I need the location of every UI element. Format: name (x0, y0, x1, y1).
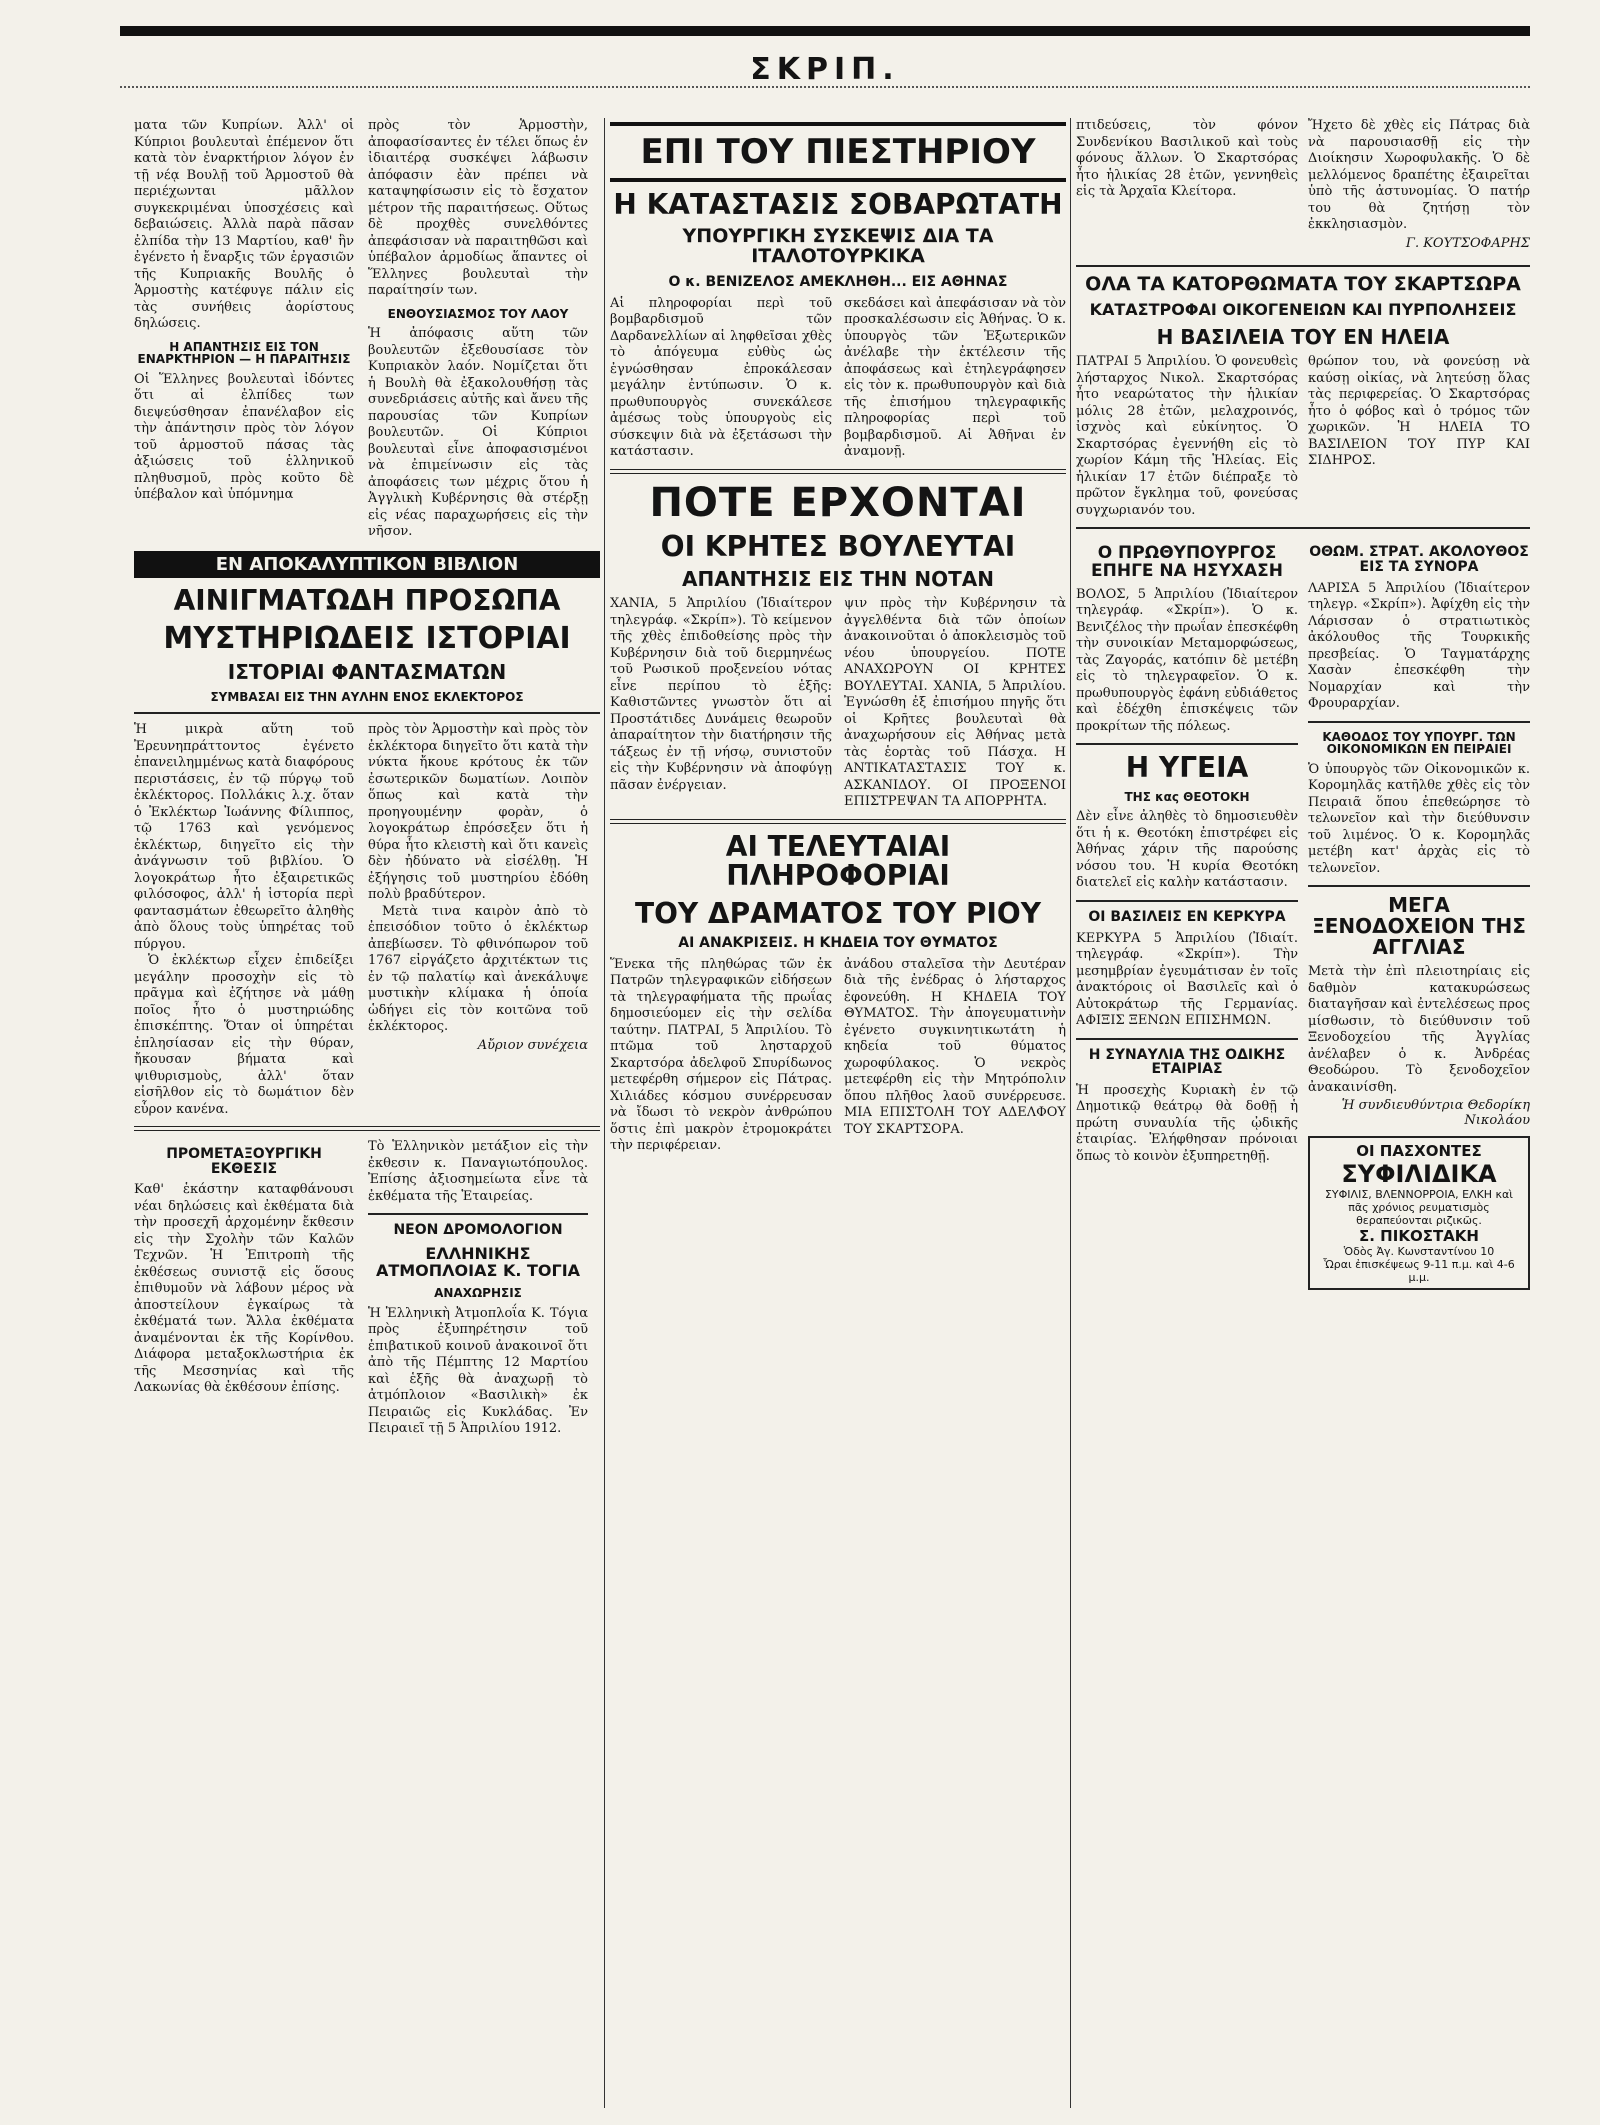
column-center (610, 118, 1066, 2108)
article-text: πρὸς τὸν Ἁρμοστὴν, ἀποφασίσαντες ἐν τέλει ὅπως ἐν ἰδιαιτέρᾳ συσκέψει λάβωσιν ἀπόφασιν ἐὰν πρέπει νὰ καταψηφίσωσιν εἰς τὸ ἔσχατον μέτρον τῆς παραιτήσεως. Οὕτως δὲ προχθὲς συνελθόντες ἀπεφάσισαν νὰ παραιτηθῶσι καὶ ὑπέβαλον ἁρμοδίως ἅπαντες οἱ Ἕλληνες βουλευταὶ τὴν παραίτησίν των. (368, 118, 588, 298)
divider (368, 1213, 588, 1215)
section-banner: ΕΠΙ ΤΟΥ ΠΙΕΣΤΗΡΙΟΥ (610, 122, 1066, 182)
divider (1076, 527, 1530, 529)
article-text: Ἕνεκα τῆς πληθώρας τῶν ἐκ Πατρῶν τηλεγραφικῶν εἰδήσεων τὰ τηλεγραφήματα τῆς πρωΐας δημοσιεύομεν εἰς τὴν σελίδα ταύτην. ΠΑΤΡΑΙ, 5 Ἀπριλίου. Τὸ πτῶμα τοῦ λησταρχοῦ Σκαρτσόρα ἀδελφοῦ Σπυρίδωνος μετεφέρθη σήμερον εἰς Πάτρας. Χιλιάδες κόσμου συνέρρευσαν νὰ ἴδωσι τὸ νεκρὸν ἀνθρώπου ὅστις ἐπὶ μακρὸν ἐτρομοκράτει τὴν περιφέρειαν. (610, 956, 832, 1154)
section-heading: ΜΕΓΑ ΞΕΝΟΔΟΧΕΙΟΝ ΤΗΣ ΑΓΓΛΙΑΣ (1312, 893, 1526, 960)
divider (610, 469, 1066, 474)
section-heading: ΠΡΟΜΕΤΑΞΟΥΡΓΙΚΗ ΕΚΘΕΣΙΣ (166, 1146, 322, 1177)
section-heading: Η ΑΠΑΝΤΗΣΙΣ ΕΙΣ ΤΟΝ ΕΝΑΡΚΤΗΡΙΟΝ — Η ΠΑΡΑΙΤΗΣΙΣ (137, 339, 351, 367)
article-text: θρώπον του, νὰ φονεύσῃ νὰ καύσῃ οἰκίας, νὰ λητεύσῃ ὅλας τὰς περιφερείας. Ὁ Σκαρτσόρας ἦτο ὁ φόβος καὶ ὁ τρόμος τῶν χωρικῶν. Ἡ ΗΛΕΙΑ ΤΟ ΒΑΣΙΛΕΙΟΝ ΤΟΥ ΠΥΡ ΚΑΙ ΣΙΔΗΡΟΣ. (1308, 354, 1530, 469)
headline: ΟΙ ΚΡΗΤΕΣ ΒΟΥΛΕΥΤΑΙ (660, 529, 1016, 563)
article-text: Ἡ Ἑλληνικὴ Ἀτμοπλοΐα Κ. Τόγια πρὸς ἐξυπηρέτησιν τοῦ ἐπιβατικοῦ κοινοῦ ἀνακοινοῖ ὅτι ἀπὸ τῆς Πέμπτης 12 Μαρτίου καὶ ἑξῆς θὰ ἀναχωρῇ τὸ ἀτμόπλοιον «Βασιλικὴ» ἐκ Πειραιῶς εἰς Κυκλάδας. Ἐν Πειραιεῖ τῇ 5 Ἀπριλίου 1912. (368, 1305, 588, 1437)
kicker-banner: ΕΝ ΑΠΟΚΑΛΥΠΤΙΚΟΝ ΒΙΒΛΙΟΝ (134, 551, 600, 578)
subheadline: ΤΗΣ κας ΘΕΟΤΟΚΗ (1124, 789, 1250, 804)
subheadline: Ο κ. ΒΕΝΙΖΕΛΟΣ ΑΜΕΚΛΗΘΗ... ΕΙΣ ΑΘΗΝΑΣ (668, 274, 1008, 291)
divider (1076, 265, 1530, 267)
article-text: Αἱ πληροφορίαι περὶ τοῦ βομβαρδισμοῦ τῶν Δαρδανελλίων αἱ ληφθεῖσαι χθὲς τὸ ἀπόγευμα εὐθὺς ὡς ἐγνώσθησαν ἐπροκάλεσαν μεγάλην ἐντύπωσιν. Ὁ κ. πρωθυπουργὸς συνεκάλεσε ἀμέσως τοὺς ὑπουργοὺς εἰς σύσκεψιν διὰ νὰ ἐξετάσωσι τὴν κατάστασιν. (610, 295, 832, 460)
ad-title: ΣΥΦΙΛΙΔΙΚΑ (1341, 1160, 1497, 1189)
article-text: Τὸ Ἑλληνικὸν μετάξιον εἰς τὴν ἐκθεσιν κ. Παναγιωτόπουλος. Ἐπίσης ἀξιοσημείωτα εἶνε τὰ ἐκθέματα τῆς Ἑταιρείας. (368, 1139, 588, 1204)
column-divider (604, 118, 605, 2108)
ad-heading: ΟΙ ΠΑΣΧΟΝΤΕΣ (1356, 1142, 1482, 1161)
headline: ΠΟΤΕ ΕΡΧΟΝΤΑΙ (649, 479, 1027, 526)
signature: Αὔριον συνέχεια (477, 1037, 588, 1053)
article-text: Ἡ ἀπόφασις αὕτη τῶν βουλευτῶν ἐξεθουσίασε τὸν Κυπριακὸν λαόν. Νομίζεται ὅτι ἡ Βουλὴ θὰ ἐξακολουθήσῃ τὰς συνεδριάσεις αὐτῆς καὶ ἄνευ τῆς παρουσίας τῶν Κυπρίων βουλευτῶν. Οἱ Κύπριοι βουλευταὶ εἶνε ἀποφασισμένοι νὰ ἐπιμείνωσιν εἰς τὰς ἀποφάσεις των μέχρις ὅτου ἡ Ἀγγλικὴ Κυβέρνησις θὰ στέρξῃ εἰς νέας παραχωρήσεις εἰς τὴν νῆσον. (368, 326, 588, 540)
signature: Ἡ συνδιευθύντρια Θεδορίκη Νικολάου (1341, 1098, 1530, 1129)
headline: Η ΚΑΤΑΣΤΑΣΙΣ ΣΟΒΑΡΩΤΑΤΗ (613, 188, 1063, 221)
article-text: ΠΑΤΡΑΙ 5 Ἀπριλίου. Ὁ φονευθεὶς λήσταρχος Νικολ. Σκαρτσόρας ἦτο νεαρώτατος τὴν ἡλικίαν μόλις 28 ἐτῶν, μελαχροινός, ἰσχνὸς καὶ εὐκίνητος. Ὁ Σκαρτσόρας ἐγεννήθη εἰς τὸ χωρίον Κάμη τῆς Ἡλείας. Εἰς ἡλικίαν 17 ἐτῶν διέπραξε τὸ πρῶτον ἔγκλημα τοῦ, φονεύσας συγχωριανόν του. (1076, 354, 1298, 518)
headline: ΚΑΤΑΣΤΡΟΦΑΙ ΟΙΚΟΓΕΝΕΙΩΝ ΚΑΙ ΠΥΡΠΟΛΗΣΕΙΣ (1089, 300, 1517, 320)
column-right (1076, 118, 1530, 2108)
column-left (134, 118, 600, 2108)
section-heading: ΕΝΘΟΥΣΙΑΣΜΟΣ ΤΟΥ ΛΑΟΥ (387, 306, 569, 321)
headline: ΥΠΟΥΡΓΙΚΗ ΣΥΣΚΕΨΙΣ ΔΙΑ ΤΑ ΙΤΑΛΟΤΟΥΡΚΙΚΑ (682, 225, 994, 268)
masthead (120, 38, 1530, 102)
section-heading: ΟΘΩΜ. ΣΤΡΑΤ. ΑΚΟΛΟΥΘΟΣ ΕΙΣ ΤΑ ΣΥΝΟΡΑ (1309, 544, 1529, 575)
article-text: ΛΑΡΙΣΑ 5 Ἀπριλίου (Ἰδιαίτερον τηλεγρ. «Σκρίπ»). Ἀφίχθη εἰς τὴν Λάρισσαν ὁ στρατιωτικὸς ἀκόλουθος τῆς Τουρκικῆς πρεσβείας. Ὁ Ταγματάρχης Χασὰν ἐπεσκέφθη τὴν Νομαρχίαν καὶ τὴν Φρουραρχίαν. (1308, 580, 1530, 712)
divider (1076, 743, 1298, 745)
article-text: Μετὰ τινα καιρὸν ἀπὸ τὸ ἐπεισόδιον τοῦτο ὁ ἐκλέκτωρ ἀπεβίωσεν. Τὸ φθινόπωρον τοῦ 1767 εἰργάζετο ἀρχιτέκτων τις ἐν τῷ παλατίῳ καὶ ἀνεκάλυψε μυστικὴν κλίμακα ἡ ὁποία ὡδήγει εἰς τὸν κοιτῶνα τοῦ ἐκλέκτορος. (368, 903, 588, 1035)
article-text: ΒΟΛΟΣ, 5 Ἀπριλίου (Ἰδιαίτερον τηλεγράφ. «Σκρίπ»). Ὁ κ. Βενιζέλος τὴν πρωΐαν ἐπεσκέφθη τὴν συνοικίαν Μεταμορφώσεως, τὰς Ζαγοράς, κατόπιν δὲ μετέβη εἰς τὸ τηλεγραφεῖον. Ὁ κ. πρωθυπουργὸς ἐφάνη εὐδιάθετος καὶ ἐδέχθη ἐπισκέψεις τῶν προκρίτων τῆς πόλεως. (1076, 586, 1298, 734)
divider (1076, 1038, 1298, 1040)
article-text: Ἤχετο δὲ χθὲς εἰς Πάτρας διὰ νὰ παρουσιασθῇ εἰς τὴν Διοίκησιν Χωροφυλακῆς. Ὁ δὲ μελλόμενος δραπέτης ἐξαιρεῖται ὑπὸ τῆς ἀστυνομίας. Ὁ πατήρ του θὰ ζητήσῃ τὸν ἐκκλησιασμὸν. (1308, 118, 1530, 232)
article-text: Καθ' ἑκάστην καταφθάνουσι νέαι δηλώσεις καὶ ἐκθέματα διὰ τὴν προσεχῆ ἀρχομένην ἔκθεσιν εἰς τὴν Σχολὴν τῶν Καλῶν Τεχνῶν. Ἡ Ἐπιτροπὴ τῆς ἐκθέσεως συνιστᾷ εἰς ὅσους ἐπιθυμοῦν νὰ λάβουν μέρος νὰ ἀποστείλουν ἐγκαίρως τὰ ἐκθέματά των. Ἄλλα ἐκθέματα ἀναμένονται ἐκ τῆς Κορίνθου. Διάφορα μεταξοκλωστήρια ἐκ τῆς Μεσσηνίας καὶ τῆς Λακωνίας θὰ ἐκθέσουν ἐπίσης. (134, 1182, 354, 1396)
article-text: πρὸς τὸν Ἁρμοστὴν καὶ πρὸς τὸν ἐκλέκτορα διηγεῖτο ὅτι κατὰ τὴν νύκτα ἤκουε κρότους ἐκ τῶν ἐσωτερικῶν δωματίων. Λοιπὸν ὅπως καὶ κατὰ τὴν προηγουμένην φορὰν, ὁ λογοκράτωρ ἐπρόσεξεν ὅτι ἡ θύρα ἦτο κλειστὴ καὶ ὅτι κανεὶς δὲν ἠδύνατο νὰ εἰσέλθῃ. Ἡ ἐξήγησις τοῦ μυστηρίου ἐδόθη πολὺ βραδύτερον. (368, 722, 588, 903)
article-text: Μετὰ τὴν ἐπὶ πλειοτηρίαις εἰς δαθμὸν κατακυρώσεως διαταγῆσαν καὶ ἐντελέσεως προς μίσθωσιν, τὸ διεύθυνσιν τοῦ Ξενοδοχείου τῆς Ἀγγλίας ἀνέλαβεν ὁ κ. Ἀνδρέας Θεοδώρου. Τὸ ξενοδοχεῖον ἀνακαινίσθη. (1308, 964, 1530, 1095)
divider (1308, 721, 1530, 723)
headline: ΑΙ ΤΕΛΕΥΤΑΙΑΙ ΠΛΗΡΟΦΟΡΙΑΙ (725, 829, 951, 893)
signature: Γ. ΚΟΥΤΣΟΦΑΡΗΣ (1405, 235, 1530, 251)
section-heading: ΝΕΟΝ ΔΡΟΜΟΛΟΓΙΟΝ (393, 1222, 563, 1239)
headline: ΑΙΝΙΓΜΑΤΩΔΗ ΠΡΟΣΩΠΑ (173, 583, 561, 617)
masthead-title: ΣΚΡΙΠ. (750, 52, 900, 87)
article-text: σκεδάσει καὶ ἀπεφάσισαν νὰ τὸν προσκαλέσωσιν εἰς Ἀθήνας. Ὁ κ. ὑπουργὸς τῶν Ἐξωτερικῶν ἀνέλαβε τὴν ἐκτέλεσιν τῆς ἀποφάσεως καὶ ἐτηλεγράφησεν εἰς τὸν κ. πρωθυπουργὸν καὶ διὰ τῆς ἐπισήμου τηλεγραφικῆς πληροφορίας περὶ τοῦ βομβαρδισμοῦ. Αἱ Ἀθῆναι ἐν ἀναμονῇ. (844, 295, 1066, 460)
section-heading: ΟΙ ΒΑΣΙΛΕΙΣ ΕΝ ΚΕΡΚΥΡΑ (1088, 908, 1286, 925)
subheadline: ΣΥΜΒΑΣΑΙ ΕΙΣ ΤΗΝ ΑΥΛΗΝ ΕΝΟΣ ΕΚΛΕΚΤΟΡΟΣ (210, 690, 524, 705)
divider (134, 712, 600, 714)
article-text: Δὲν εἶνε ἀληθὲς τὸ δημοσιευθὲν ὅτι ἡ κ. Θεοτόκη ἐπιστρέφει εἰς Ἀθήνας χάριν τῆς παρούσης νόσου του. Ἡ κυρία Θεοτόκη διατελεῖ εἰς καλὴν κατάστασιν. (1076, 809, 1298, 891)
article-text: πτιδεύσεις, τὸν φόνον Συνδενίκου Βασιλικοῦ καὶ τοὺς φόνους ἄλλων. Ὁ Σκαρτσόρας ἦτο ἡλικίας 28 ἐτῶν, γεννηθεὶς εἰς τὰ Ἀρχαῖα Κλείτορα. (1076, 118, 1298, 199)
headline: Η ΒΑΣΙΛΕΙΑ ΤΟΥ ΕΝ ΗΛΕΙΑ (1156, 325, 1450, 350)
divider (1308, 885, 1530, 887)
masthead-dotted-rule (120, 86, 1530, 89)
ad-hours: Ὧραι ἐπισκέψεως 9-11 π.μ. καὶ 4-6 μ.μ. (1323, 1258, 1515, 1285)
subheadline: ΑΙ ΑΝΑΚΡΙΣΕΙΣ. Η ΚΗΔΕΙΑ ΤΟΥ ΘΥΜΑΤΟΣ (678, 935, 998, 952)
article-text: ματα τῶν Κυπρίων. Ἀλλ' οἱ Κύπριοι βουλευταὶ ἐπέμενον ὅτι κατὰ τὸν ἐναρκτήριον λόγον ἐν τῇ νέᾳ Βουλῇ τοῦ Ἁρμοστοῦ θὰ περιέχωνται μᾶλλον συγκεκριμέναι ὑποσχέσεις καὶ δεβαιώσεις. Ἀλλὰ παρὰ πᾶσαν ἐλπίδα τὴν 13 Μαρτίου, καθ' ἣν ἐγένετο ἡ ἔναρξις τῶν ἐργασιῶν τῆς Κυπριακῆς Βουλῆς ὁ Ἁρμοστὴς κατέφυγε πάλιν εἰς τὰς συνήθεις ἀορίστους δηλώσεις. (134, 118, 354, 331)
article-text: ἀνάδου σταλεῖσα τὴν Δευτέραν διὰ τῆς ἐνέδρας ὁ λήσταρχος ἐφονεύθη. Η ΚΗΔΕΙΑ ΤΟΥ ΘΥΜΑΤΟΣ. Τὴν ἀπογευματινὴν ἐγένετο συγκινητικωτάτη ἡ κηδεία τοῦ θύματος χωροφύλακος. Ὁ νεκρὸς μετεφέρθη εἰς τὴν Μητρόπολιν ὅπου πλῆθος λαοῦ συνέρρευσε. ΜΙΑ ΕΠΙΣΤΟΛΗ ΤΟΥ ΑΔΕΛΦΟΥ ΤΟΥ ΣΚΑΡΤΣΟΡΑ. (844, 956, 1066, 1137)
ad-text: ΣΥΦΙΛΙΣ, ΒΛΕΝΝΟΡΡΟΙΑ, ΕΛΚΗ καὶ πᾶς χρόνιος ρευματισμὸς θεραπεύονται ριζικῶς. (1324, 1188, 1514, 1228)
advertisement (1308, 1136, 1530, 1290)
headline: ΟΛΑ ΤΑ ΚΑΤΟΡΘΩΜΑΤΑ ΤΟΥ ΣΚΑΡΤΣΩΡΑ (1085, 272, 1521, 295)
divider (134, 1126, 600, 1131)
section-heading: Ο ΠΡΩΘΥΠΟΥΡΓΟΣ ΕΠΗΓΕ ΝΑ ΗΣΥΧΑΣΗ (1091, 543, 1283, 582)
headline: ΜΥΣΤΗΡΙΩΔΕΙΣ ΙΣΤΟΡΙΑΙ (163, 620, 571, 656)
article-text: Οἱ Ἕλληνες βουλευταὶ ἰδόντες ὅτι αἱ ἐλπίδες των διεψεύσθησαν ἐπανέλαβον εἰς τὴν ἀπάντησιν πρὸς τὸν λόγον τοῦ ἁρμοστοῦ πάσας τὰς ἀξιώσεις τοῦ ἑλληνικοῦ πληθυσμοῦ, πρὸς κοῦτο δὲ ὑπέβαλον καὶ ὑπόμνημα (134, 371, 354, 503)
ad-address: Ὁδὸς Ἀγ. Κωνσταντίνου 10 (1343, 1245, 1495, 1259)
column-divider (1070, 118, 1071, 2108)
section-heading: Η ΥΓΕΙΑ (1125, 751, 1249, 785)
article-text: Ὁ ἐκλέκτωρ εἶχεν ἐπιδείξει μεγάλην προσοχὴν εἰς τὸ πρᾶγμα καὶ ἐζήτησε νὰ μάθῃ ποῖος ἦτο ὁ μυστηριώδης ἐπισκέπτης. Ὅταν οἱ ὑπηρέται ἐπλησίασαν εἰς τὴν θύραν, ἤκουσαν βήματα καὶ ψιθυρισμοὺς, ἀλλ' ὅταν εἰσῆλθον εἰς τὸ δωμάτιον δὲν εὗρον κανένα. (134, 953, 354, 1117)
ad-name: Σ. ΠΙΚΟΣΤΑΚΗ (1359, 1227, 1479, 1246)
top-rule (120, 26, 1530, 36)
article-text: Ὁ ὑπουργὸς τῶν Οἰκονομικῶν κ. Κορομηλᾶς κατῆλθε χθὲς εἰς τὸν Πειραιᾶ ὅπου ἐπεθεώρησε τὸ τελωνεῖον καὶ τὴν διεύθυνσιν τοῦ λιμένος. Ὁ κ. Κορομηλᾶς μετέβη κατ' ἀρχὰς εἰς τὸ τελωνεῖον. (1308, 761, 1530, 876)
article-text: Ἡ προσεχὴς Κυριακὴ ἐν τῷ Δημοτικῷ θεάτρῳ θὰ δοθῇ ἡ πρώτη συναυλία τῆς ᾠδικῆς ἑταιρίας. Ἐλήφθησαν πρόνοιαι ὅπως τὸ κοινὸν ἐξυπηρετηθῇ. (1076, 1082, 1298, 1164)
section-heading: ΚΑΘΟΔΟΣ ΤΟΥ ΥΠΟΥΡΓ. ΤΩΝ ΟΙΚΟΝΟΜΙΚΩΝ ΕΝ ΠΕΙΡΑΙΕΙ (1322, 729, 1516, 757)
divider (1076, 900, 1298, 902)
headline: ΕΛΛΗΝΙΚΗΣ ΑΤΜΟΠΛΟΙΑΣ Κ. ΤΟΓΙΑ (375, 1243, 581, 1280)
section-heading: Η ΣΥΝΑΥΛΙΑ ΤΗΣ ΟΔΙΚΗΣ ΕΤΑΙΡΙΑΣ (1088, 1046, 1286, 1078)
article-text: ψιν πρὸς τὴν Κυβέρνησιν τὰ ἀγγελθέντα διὰ τῶν ὁποίων ἀνακοινοῦται ὁ ἀποκλεισμὸς τοῦ νέου ὑπουργείου. ΠΟΤΕ ΑΝΑΧΩΡΟΥΝ ΟΙ ΚΡΗΤΕΣ ΒΟΥΛΕΥΤΑΙ. ΧΑΝΙΑ, 5 Ἀπριλίου. Ἐγνώσθη ἐξ ἐπισήμου πηγῆς ὅτι οἱ Κρῆτες βουλευταὶ θὰ ἀναχωρήσουν εἰς Ἀθήνας μετὰ τὰς ἑορτὰς τοῦ Πάσχα. Η ΑΝΤΙΚΑΤΑΣΤΑΣΙΣ ΤΟΥ κ. ΑΣΚΑΝΙΔΟΥ. ΟΙ ΠΡΟΞΕΝΟΙ ΕΠΙΣΤΡΕΨΑΝ ΤΑ ΑΠΟΡΡΗΤΑ. (844, 596, 1066, 810)
subheadline: ΑΝΑΧΩΡΗΣΙΣ (434, 1286, 522, 1301)
subheadline: ΑΠΑΝΤΗΣΙΣ ΕΙΣ ΤΗΝ ΝΟΤΑΝ (682, 567, 994, 592)
article-text: Ἡ μικρὰ αὕτη τοῦ Ἐρευνηπράττοντος ἐγένετο ἐπανειλημμένως κατὰ διαφόρους περιστάσεις, ἐν τῷ πύργῳ τοῦ ἐκλέκτορος. Πολλάκις λ.χ. ὅταν ὁ Ἐκλέκτωρ Ἰωάννης Φίλιππος, τῷ 1763 καὶ γενόμενος ἐκλέκτωρ, διηγεῖτο εἰς τὴν ἀνάγνωσιν τοῦ βιβλίου. Ὁ λογοκράτωρ ἦτο ἐξαιρετικῶς φιλόσοφος, ἀλλ' ἡ ἱστορία περὶ φαντασμάτων ἐθεωρεῖτο ἀληθὴς ἀπὸ ὅλους τοὺς ὑπηρέτας τοῦ πύργου. (134, 722, 354, 952)
headline: ΙΣΤΟΡΙΑΙ ΦΑΝΤΑΣΜΑΤΩΝ (227, 660, 507, 685)
article-text: ΧΑΝΙΑ, 5 Ἀπριλίου (Ἰδιαίτερον τηλεγράφ. «Σκρίπ»). Τὸ κείμενον τῆς χθὲς ἐπιδοθείσης πρὸς τὴν Κυβέρνησιν διὰ τοῦ διερμηνέως τοῦ Ρωσικοῦ προξενείου νότας εἶνε περίπου τὸ ἑξῆς: Καθιστῶντες γνωστὸν ὅτι αἱ Προστάτιδες Δυνάμεις θεωροῦν ἀπαραίτητον τὴν διατήρησιν τῆς τάξεως ἐν τῇ νήσῳ, συνιστοῦν εἰς τὴν Κυβέρνησιν νὰ ἀποφύγῃ πᾶσαν ἐνέργειαν. (610, 596, 832, 793)
article-text: ΚΕΡΚΥΡΑ 5 Ἀπριλίου (Ἰδιαίτ. τηλεγράφ. «Σκρίπ»). Τὴν μεσημβρίαν ἐγευμάτισαν ἐν τοῖς ἀνακτόροις οἱ Βασιλεῖς καὶ ὁ Αὐτοκράτωρ τῆς Γερμανίας. ΑΦΙΞΙΣ ΞΕΝΩΝ ΕΠΙΣΗΜΩΝ. (1076, 930, 1298, 1029)
headline: ΤΟΥ ΔΡΑΜΑΤΟΣ ΤΟΥ ΡΙΟΥ (634, 896, 1042, 930)
divider (610, 819, 1066, 824)
